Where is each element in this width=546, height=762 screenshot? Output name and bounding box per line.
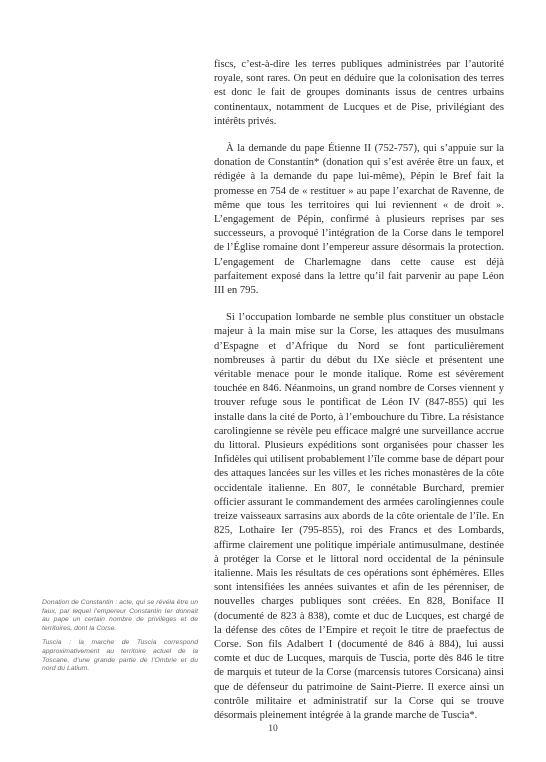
paragraph-3: Si l’occupation lombarde ne semble plus constituer un obstacle majeur à la main mise sur la Corse, les attaques des musulmans d’Espagne et d’Afrique du Nord se font particulièrement nombreuses à partir du début du IXe siècle et présentent une véritable menace pour le monde italique. Rome est sévèrement touchée en 846. Néanmoins, un grand nombre de Corses viennent y trouver refuge sous le pontificat de Léon IV (847-855) qui les installe dans la cité de Porto, à l’embouchure du Tibre. La résistance carolingienne se révèle peu efficace malgré une surveillance accrue du littoral. Plusieurs expéditions sont organisées pour chasser les Infidèles qui utilisent probablement l’île comme base de départ pour des attaques lancées sur les villes et les riches monastères de la côte occidentale italienne. En 807, le connétable Burchard, premier officier assurant le commandement des armées carolingiennes coule treize vaisseaux sarrasins aux abords de la côte orientale de l’île. En 825, Lothaire Ier (795-855), roi des Francs et des Lombards, affirme clairement une politique impériale antimusulmane, destinée à protéger la Corse et le littoral nord occidental de la péninsule italienne. Mais les résultats de ces opérations sont éphémères. Elles sont intensifiées les années suivantes et afin de les pérenniser, de nouvelles charges publiques sont créées. En 828, Boniface II (documenté de 823 à 838), comte et duc de Lucques, est chargé de la défense des côtes de l’Empire et reçoit le titre de praefectus de Corse. Son fils Adalbert I (documenté de 846 à 884), lui aussi comte et duc de Lucques, marquis de Tuscia, porte dès 846 le titre de marquis et tuteur de la Corse (marcensis tutores Corsicana) ainsi que de défenseur du patrimoine de Saint-Pierre. Il exerce ainsi un contrôle militaire et administratif sur la Corse qui se trouve désormais pleinement intégrée à la grande marche de Tuscia*. — [214, 312, 504, 721]
main-text-column — [214, 58, 504, 736]
paragraph-1: fiscs, c’est-à-dire les terres publiques administrées par l’autorité royale, sont rares. On peut en déduire que la colonisation des terres est donc le fait de groupes dominants issus de centres urbains continentaux, notamment de Lucques et de Pise, privilégiant des intérêts privés. — [214, 59, 504, 127]
paragraph-2: À la demande du pape Étienne II (752-757), qui s’appuie sur la donation de Constantin* (donation qui s’est avérée être un faux, et rédigée à la demande du pape lui-même), Pépin le Bref fait la promesse en 754 de « restituer » au pape l’exarchat de Ravenne, de même que tous les territoires qui lui reviennent « de droit ». L’engagement de Pépin, confirmé à plusieurs reprises par ses successeurs, a provoqué l’intégration de la Corse dans le temporel de l’Église romaine dont l’empereur assure désormais la protection. L’engagement de Charlemagne dans cette cause est déjà parfaitement exposé dans la lettre qu’il fait parvenir au pape Léon III en 795. — [214, 143, 504, 297]
sidenote-tuscia: Tuscia : la marche de Tuscia correspond approximativement au territoire actuel de la Toscane, d’une grande partie de l’Ombrie et du nord du Latium. — [42, 639, 198, 673]
page-number: 10 — [268, 724, 278, 734]
sidenote-donation-constantin: Donation de Constantin : acte, qui se révéla être un faux, par lequel l’empereur Constantin Ier donnait au pape un certain nombre de privilèges et de territoires, dont la Corse. — [42, 599, 198, 632]
sidenotes — [42, 599, 198, 680]
